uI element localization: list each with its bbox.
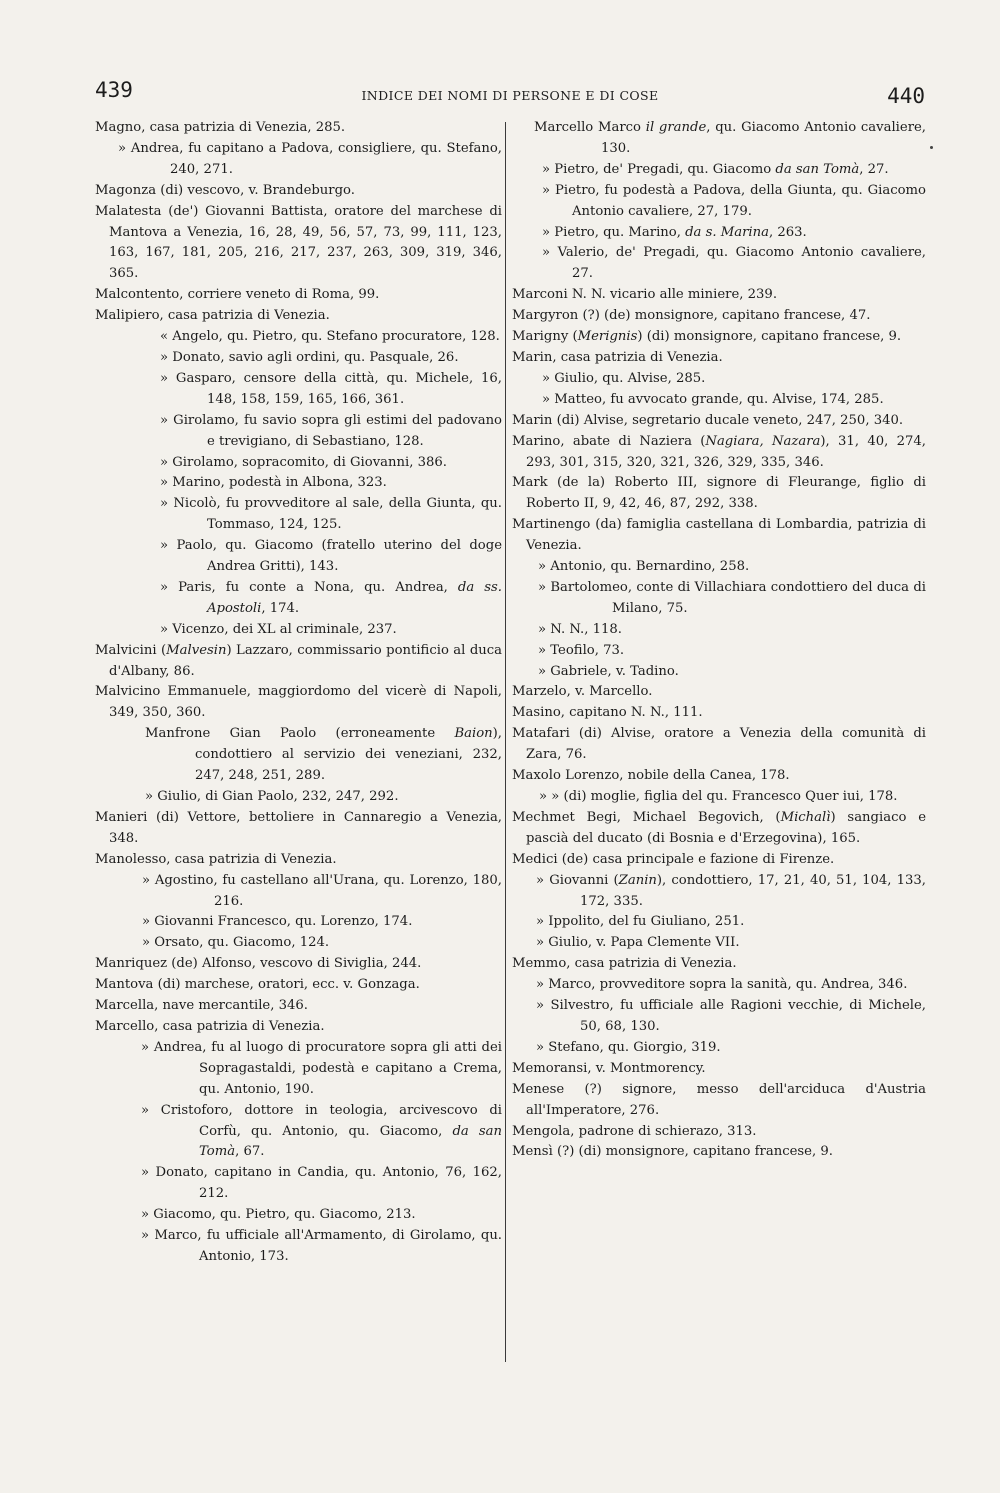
index-entry: » Andrea, fu capitano a Padova, consigliere, qu. Stefano, 240, 271. xyxy=(118,140,502,177)
index-entry: Magonza (di) vescovo, v. Brandeburgo. xyxy=(95,182,355,198)
index-entry: » Nicolò, fu provveditore al sale, della Giunta, qu. Tommaso, 124, 125. xyxy=(160,496,502,533)
index-entry: » Gabriele, v. Tadino. xyxy=(538,663,679,679)
index-entry: » N. N., 118. xyxy=(538,621,622,637)
scan-speck xyxy=(930,146,933,149)
index-entry: » Matteo, fu avvocato grande, qu. Alvise, 174, 285. xyxy=(542,391,884,407)
index-entry: » Donato, savio agli ordini, qu. Pasquale, 26. xyxy=(160,349,459,365)
index-entry: Manolesso, casa patrizia di Venezia. xyxy=(95,851,337,867)
right-column xyxy=(512,118,926,1163)
index-entry: Medici (de) casa principale e fazione di Firenze. xyxy=(512,851,835,867)
index-entry: Matafari (di) Alvise, oratore a Venezia della comunità di Zara, 76. xyxy=(512,726,926,763)
index-entry: » Pietro, de' Pregadi, qu. Giacomo da san Tomà, 27. xyxy=(542,161,889,177)
index-entry: Margyron (?) (de) monsignore, capitano francese, 47. xyxy=(512,308,871,324)
index-entry: » Marino, podestà in Albona, 323. xyxy=(160,475,387,491)
index-entry: » Girolamo, fu savio sopra gli estimi del padovano e trevigiano, di Sebastiano, 128. xyxy=(160,412,502,449)
index-entry: Marigny (Merignis) (di) monsignore, capitano francese, 9. xyxy=(512,329,902,345)
index-entry: » Teofilo, 73. xyxy=(538,642,625,658)
index-entry: » Pietro, qu. Marino, da s. Marina, 263. xyxy=(542,224,807,240)
index-entry: Manieri (di) Vettore, bettoliere in Cannaregio a Venezia, 348. xyxy=(95,809,502,846)
index-entry: » Giulio, di Gian Paolo, 232, 247, 292. xyxy=(145,789,399,804)
page-number-left: 439 xyxy=(95,78,133,102)
index-entry: » Girolamo, sopracomito, di Giovanni, 386. xyxy=(160,454,447,470)
index-entry: » Marco, provveditore sopra la sanità, qu. Andrea, 346. xyxy=(536,977,908,993)
index-entry: » » (di) moglie, figlia del qu. Francesco Quer iui, 178. xyxy=(539,789,898,804)
index-entry: « Angelo, qu. Pietro, qu. Stefano procuratore, 128. xyxy=(160,329,500,345)
index-entry: Malatesta (de') Giovanni Battista, oratore del marchese di Mantova a Venezia, 16, 28, 49, 56, 57, 73, 99, 111, 123, 163, 167, 181, 205, 216, 217, 237, 263, 309, 319, 346, 365. xyxy=(95,203,502,282)
index-entry: Mantova (di) marchese, oratori, ecc. v. Gonzaga. xyxy=(95,977,420,993)
index-entry: » Andrea, fu al luogo di procuratore sopra gli atti dei Sopragastaldi, podestà e capitano a Crema, qu. Antonio, 190. xyxy=(141,1039,502,1097)
index-entry: Malvicini (Malvesin) Lazzaro, commissario pontificio al duca d'Albany, 86. xyxy=(95,642,503,679)
index-entry: Memoransi, v. Montmorency. xyxy=(512,1060,706,1076)
index-entry: Mechmet Begi, Michael Begovich, (Michalì) sangiaco e pascià del ducato (di Bosnia e d'Erzegovina), 165. xyxy=(512,809,926,846)
index-entry: » Giacomo, qu. Pietro, qu. Giacomo, 213. xyxy=(141,1207,416,1223)
index-entry: » Ippolito, del fu Giuliano, 251. xyxy=(536,914,745,930)
column-divider xyxy=(505,122,506,1362)
index-entry: » Giulio, qu. Alvise, 285. xyxy=(542,370,706,386)
index-entry: » Orsato, qu. Giacomo, 124. xyxy=(142,935,330,951)
index-entry: » Cristoforo, dottore in teologia, arcivescovo di Corfù, qu. Antonio, qu. Giacomo, da san Tomà, 67. xyxy=(141,1102,502,1160)
page-number-right: 440 xyxy=(887,84,925,108)
index-entry: Marcella, nave mercantile, 346. xyxy=(95,998,308,1014)
index-entry: » Silvestro, fu ufficiale alle Ragioni vecchie, di Michele, 50, 68, 130. xyxy=(536,998,926,1034)
index-entry: » Paris, fu conte a Nona, qu. Andrea, da ss. Apostoli, 174. xyxy=(160,579,502,616)
index-entry: Marcello Marco il grande, qu. Giacomo Antonio cavaliere, 130. xyxy=(534,120,926,156)
index-entry: » Pietro, fu podestà a Padova, della Giunta, qu. Giacomo Antonio cavaliere, 27, 179. xyxy=(542,182,926,219)
index-entry: » Paolo, qu. Giacomo (fratello uterino del doge Andrea Gritti), 143. xyxy=(160,538,502,575)
page-header xyxy=(95,78,925,112)
index-entry: Malipiero, casa patrizia di Venezia. xyxy=(95,308,330,324)
index-entry: Marcello, casa patrizia di Venezia. xyxy=(95,1018,325,1034)
index-entry: Menese (?) signore, messo dell'arciduca d'Austria all'Imperatore, 276. xyxy=(512,1081,926,1118)
index-entry: » Donato, capitano in Candia, qu. Antonio, 76, 162, 212. xyxy=(141,1165,502,1202)
index-entry: » Gasparo, censore della città, qu. Michele, 16, 148, 158, 159, 165, 166, 361. xyxy=(160,370,502,407)
index-entry: Marconi N. N. vicario alle miniere, 239. xyxy=(512,287,778,303)
index-entry: » Antonio, qu. Bernardino, 258. xyxy=(538,559,750,575)
index-entry: Martinengo (da) famiglia castellana di Lombardia, patrizia di Venezia. xyxy=(512,517,926,554)
index-entry: Mark (de la) Roberto III, signore di Fleurange, figlio di Roberto II, 9, 42, 46, 87, 292, 338. xyxy=(512,475,926,512)
index-entry: Magno, casa patrizia di Venezia, 285. xyxy=(95,120,346,135)
index-entry: Malvicino Emmanuele, maggiordomo del vicerè di Napoli, 349, 350, 360. xyxy=(95,684,502,721)
index-entry: Mensì (?) (di) monsignore, capitano francese, 9. xyxy=(512,1144,833,1160)
index-entry: » Marco, fu ufficiale all'Armamento, di Girolamo, qu. Antonio, 173. xyxy=(141,1228,502,1264)
index-entry: Maxolo Lorenzo, nobile della Canea, 178. xyxy=(512,768,790,784)
index-entry: » Stefano, qu. Giorgio, 319. xyxy=(536,1039,721,1055)
left-column xyxy=(95,118,502,1268)
index-entry: » Giovanni (Zanin), condottiero, 17, 21, 40, 51, 104, 133, 172, 335. xyxy=(536,872,926,909)
index-entry: » Valerio, de' Pregadi, qu. Giacomo Antonio cavaliere, 27. xyxy=(542,245,926,282)
index-entry: » Agostino, fu castellano all'Urana, qu. Lorenzo, 180, 216. xyxy=(142,872,502,909)
index-entry: » Vicenzo, dei XL al criminale, 237. xyxy=(160,621,397,637)
index-entry: Manriquez (de) Alfonso, vescovo di Siviglia, 244. xyxy=(95,956,422,972)
index-entry: Marzelo, v. Marcello. xyxy=(512,684,653,700)
index-entry: Manfrone Gian Paolo (erroneamente Baion), condottiero al servizio dei veneziani, 232, 247, 248, 251, 289. xyxy=(145,726,502,784)
index-entry: » Giovanni Francesco, qu. Lorenzo, 174. xyxy=(142,914,413,930)
index-entry: Memmo, casa patrizia di Venezia. xyxy=(512,956,737,972)
index-entry: Marin (di) Alvise, segretario ducale veneto, 247, 250, 340. xyxy=(512,412,904,428)
index-entry: Masino, capitano N. N., 111. xyxy=(512,705,703,721)
index-entry: Marino, abate di Naziera (Nagiara, Nazara), 31, 40, 274, 293, 301, 315, 320, 321, 326, 329, 335, 346. xyxy=(512,433,926,470)
index-entry: Mengola, padrone di schierazo, 313. xyxy=(512,1123,757,1139)
index-entry: Malcontento, corriere veneto di Roma, 99. xyxy=(95,287,380,303)
index-entry: » Giulio, v. Papa Clemente VII. xyxy=(536,935,740,951)
index-entry: » Bartolomeo, conte di Villachiara condottiero del duca di Milano, 75. xyxy=(538,579,926,616)
index-entry: Marin, casa patrizia di Venezia. xyxy=(512,349,723,365)
running-title: INDICE DEI NOMI DI PERSONE E DI COSE xyxy=(361,88,659,103)
